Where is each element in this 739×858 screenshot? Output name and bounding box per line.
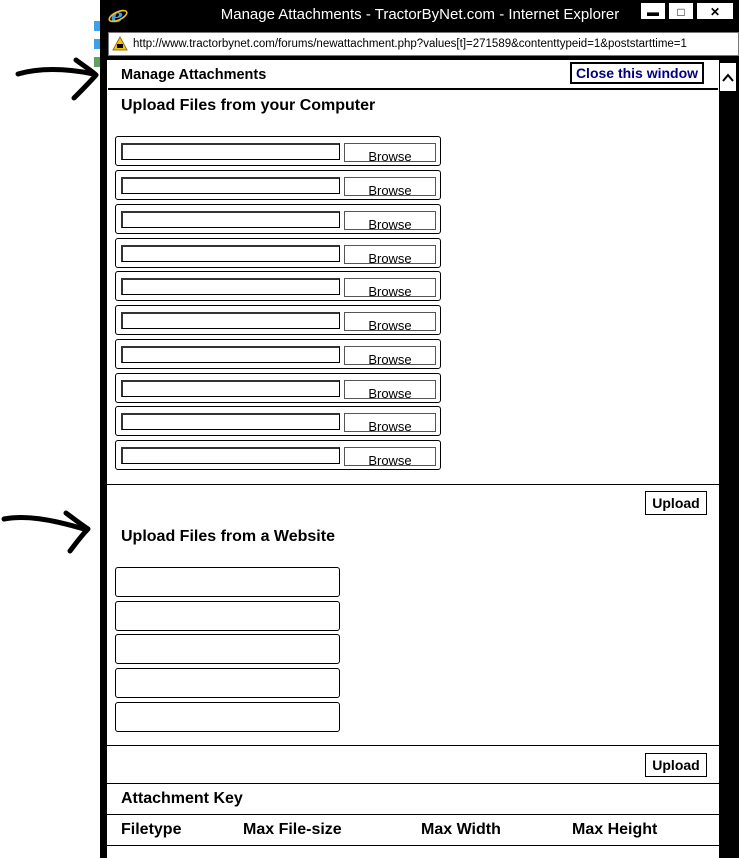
file-path-input[interactable]: [121, 245, 340, 262]
browse-button[interactable]: Browse: [344, 143, 436, 162]
ie-logo-icon: [108, 5, 128, 25]
url-input[interactable]: [115, 668, 340, 698]
computer-upload-heading: Upload Files from your Computer: [121, 97, 376, 114]
url-input[interactable]: [115, 601, 340, 631]
browse-button[interactable]: Browse: [344, 346, 436, 365]
file-path-input[interactable]: [121, 177, 340, 194]
chevron-up-icon: [720, 63, 736, 91]
url-input[interactable]: [115, 702, 340, 732]
column-header-max-file-size: Max File-size: [243, 821, 342, 838]
file-path-input[interactable]: [121, 143, 340, 160]
section-divider: [107, 484, 719, 485]
upload-computer-button[interactable]: Upload: [645, 491, 707, 515]
browse-button[interactable]: Browse: [344, 380, 436, 399]
column-header-filetype: Filetype: [121, 821, 182, 838]
minimize-icon: ▬: [647, 5, 659, 19]
browse-button[interactable]: Browse: [344, 278, 436, 297]
table-header-bottom-border: [107, 845, 719, 846]
page-title: Manage Attachments: [121, 67, 267, 83]
table-header-top-border: [107, 814, 719, 815]
file-path-input[interactable]: [121, 380, 340, 397]
file-row: [115, 373, 441, 403]
url-input[interactable]: [115, 567, 340, 597]
file-row: [115, 136, 441, 166]
file-path-input[interactable]: [121, 211, 340, 228]
file-path-input[interactable]: [121, 447, 340, 464]
minimize-button[interactable]: [640, 2, 666, 20]
url-text: http://www.tractorbynet.com/forums/newattachment.php?values[t]=271589&contenttypeid=1&poststarttime=1: [133, 38, 687, 50]
upload-website-button[interactable]: Upload: [645, 753, 707, 777]
svg-text:e: e: [111, 5, 124, 25]
file-path-input[interactable]: [121, 312, 340, 329]
maximize-icon: □: [677, 5, 685, 19]
section-divider: [107, 745, 719, 746]
file-path-input[interactable]: [121, 413, 340, 430]
file-path-input[interactable]: [121, 278, 340, 295]
maximize-button[interactable]: [668, 2, 694, 20]
file-row: [115, 271, 441, 301]
vertical-scrollbar[interactable]: [719, 60, 739, 858]
url-input[interactable]: [115, 634, 340, 664]
website-upload-heading: Upload Files from a Website: [121, 528, 335, 545]
browse-button[interactable]: Browse: [344, 211, 436, 230]
column-header-max-width: Max Width: [421, 821, 501, 838]
browse-button[interactable]: Browse: [344, 447, 436, 466]
lock-icon: [112, 36, 128, 52]
file-row: [115, 406, 441, 436]
section-divider: [107, 783, 719, 784]
close-icon: ✕: [709, 5, 721, 19]
file-row: [115, 440, 441, 470]
browse-button[interactable]: Browse: [344, 245, 436, 264]
window-title: Manage Attachments - TractorByNet.com - Internet Explorer: [220, 6, 620, 23]
file-row: [115, 339, 441, 369]
file-row: [115, 170, 441, 200]
browse-button[interactable]: Browse: [344, 312, 436, 331]
close-this-window-button[interactable]: Close this window: [570, 62, 704, 84]
hand-drawn-arrow-icon: [14, 56, 114, 102]
attachment-key-heading: Attachment Key: [121, 790, 243, 807]
close-window-button[interactable]: [696, 2, 734, 20]
browse-button[interactable]: Browse: [344, 413, 436, 432]
browse-button[interactable]: Browse: [344, 177, 436, 196]
file-row: [115, 204, 441, 234]
file-row: [115, 238, 441, 268]
scroll-up-button[interactable]: [719, 62, 737, 92]
hand-drawn-arrow-icon: [0, 505, 100, 555]
file-row: [115, 305, 441, 335]
file-path-input[interactable]: [121, 346, 340, 363]
column-header-max-height: Max Height: [572, 821, 658, 838]
